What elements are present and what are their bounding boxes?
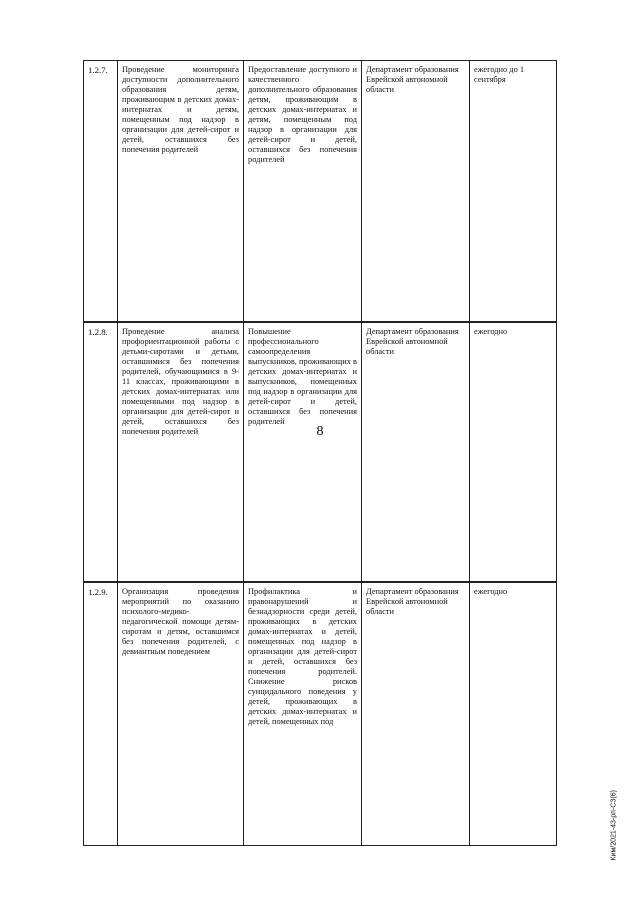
row-number: 1.2.8. <box>84 323 118 581</box>
table-row <box>83 322 557 582</box>
row-number: 1.2.7. <box>84 61 118 321</box>
result-cell: Повышение профессионального самоопределения выпускников, проживающих в детских домах-интернатах и выпускников, помещенных под надзор в организации для детей-сирот и детей, оставшихся без попечения родителей <box>244 323 362 581</box>
table-row <box>83 60 557 322</box>
activity-cell: Организация проведения мероприятий по оказанию психолого-медико-педагогической помощи детям-сиротам и детям, оставшимся без попечения родителей, с девиантным поведением <box>118 583 244 845</box>
deadline-cell: ежегодно <box>474 587 508 596</box>
deadline-cell: ежегодно до 1 сентября <box>474 65 525 84</box>
row-number: 1.2.9. <box>84 583 118 845</box>
page-number: 8 <box>316 424 324 439</box>
executor-cell: Департамент образования Еврейской автономной области <box>362 61 470 321</box>
table-row <box>83 582 557 846</box>
result-cell: Профилактика и правонарушений и безнадзорности среди детей, проживающих в детских домах-интернатах и детей, помещенных под надзор в организации для детей-сирот и детей, оставшихся без попечения родителей. Снижение рисков суицидального поведения у детей, проживающих в детских домах-интернатах и детей, помещенных под <box>244 583 362 845</box>
measures-table <box>83 60 557 846</box>
activity-cell: Проведение анализа профориентационной работы с детьми-сиротами и детьми, оставшимися без попечения родителей, обучающимися в 9-11 классах, проживающими в детских домах-интернатах или помещенными под надзор в организации для детей-сирот и детей, оставшихся без попечения родителей <box>118 323 244 581</box>
result-cell: Предоставление доступного и качественного дополнительного образования детям, проживающим в детских домах-интернатах и детям, помещенным под надзор в организации для детей-сирот и детей, оставшихся без попечения родителей <box>244 61 362 321</box>
executor-cell: Департамент образования Еврейской автономной области <box>362 323 470 581</box>
document-code: Ким/2021-43-рп-СЗ(6) <box>611 790 618 861</box>
deadline-cell: ежегодно <box>474 327 508 336</box>
activity-cell: Проведение мониторинга доступности дополнительного образования детям, проживающим в детских домах-интернатах и детям, помещенным под надзор в организации для детей-сирот и детей, оставшихся без попечения родителей <box>118 61 244 321</box>
executor-cell: Департамент образования Еврейской автономной области <box>362 583 470 845</box>
